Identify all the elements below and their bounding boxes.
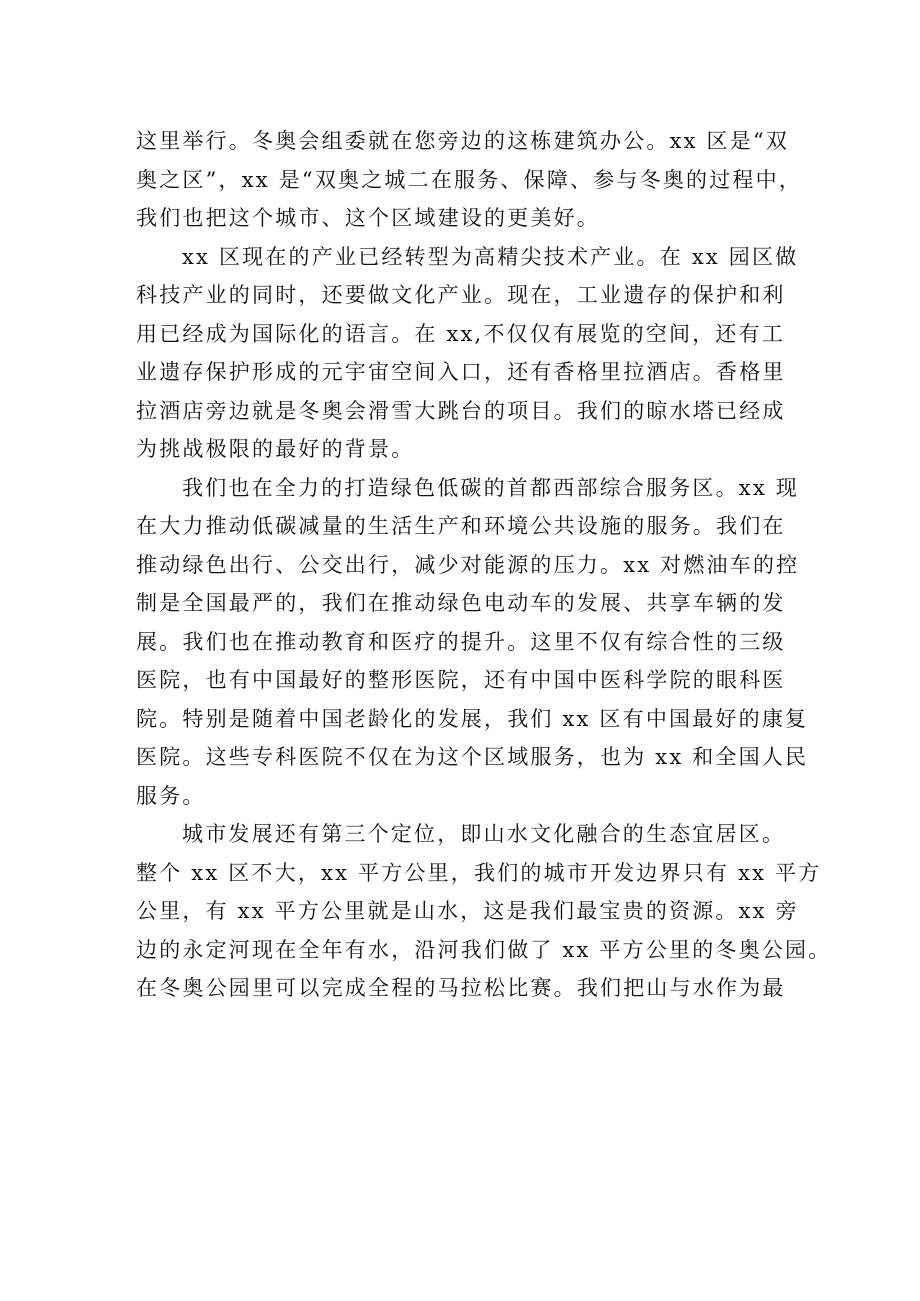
text-line: 推动绿色出行、公交出行，减少对能源的压力。xx 对燃油车的控 xyxy=(136,552,800,577)
text-line: 城市发展还有第三个定位，即山水文化融合的生态宜居区。 xyxy=(182,822,786,846)
text-line: 奥之区”，xx 是“双奥之城二在服务、保障、参与冬奥的过程中， xyxy=(136,167,803,192)
text-line: 在冬奥公园里可以完成全程的马拉松比赛。我们把山与水作为最 xyxy=(136,976,786,1000)
text-line: 拉酒店旁边就是冬奥会滑雪大跳台的项目。我们的晾水塔已经成 xyxy=(136,398,786,423)
paragraph-4 xyxy=(136,815,832,1008)
text-line: 公里，有 xx 平方公里就是山水，这是我们最宝贵的资源。xx 旁 xyxy=(136,899,799,923)
text-line: 边的永定河现在全年有水，沿河我们做了 xx 平方公里的冬奥公园。 xyxy=(136,937,832,962)
document-body xyxy=(136,122,832,1008)
text-line: 我们也在全力的打造绿色低碳的首都西部综合服务区。xx 现 xyxy=(182,475,799,500)
text-line: 医院，也有中国最好的整形医院，还有中国中医科学院的眼科医 xyxy=(136,668,786,692)
text-line: 制是全国最严的，我们在推动绿色电动车的发展、共享车辆的发 xyxy=(136,591,786,615)
text-line: 服务。 xyxy=(136,783,206,808)
text-line: 院。特别是随着中国老龄化的发展，我们 xx 区有中国最好的康复 xyxy=(136,706,809,731)
text-line: 整个 xx 区不大，xx 平方公里，我们的城市开发边界只有 xx 平方 xyxy=(136,860,822,885)
text-line: 这里举行。冬奥会组委就在您旁边的这栋建筑办公。xx 区是“双 xyxy=(136,129,790,153)
text-line: 展。我们也在推动教育和医疗的提升。这里不仅有综合性的三级 xyxy=(136,629,786,654)
text-line: 医院。这些专科医院不仅在为这个区域服务，也为 xx 和全国人民 xyxy=(136,745,809,769)
text-line: 用已经成为国际化的语言。在 xx,不仅仅有展览的空间，还有工 xyxy=(136,321,786,346)
text-line: 业遗存保护形成的元宇宙空间入口，还有香格里拉酒店。香格里 xyxy=(136,360,786,384)
text-line: 为挑战极限的最好的背景。 xyxy=(136,437,415,461)
paragraph-1 xyxy=(136,122,803,238)
paragraph-3 xyxy=(136,469,809,816)
text-line: 在大力推动低碳减量的生活生产和环境公共设施的服务。我们在 xyxy=(136,514,786,538)
text-line: xx 区现在的产业已经转型为高精尖技术产业。在 xx 园区做 xyxy=(182,244,799,269)
paragraph-2 xyxy=(136,238,799,469)
text-line: 我们也把这个城市、这个区域建设的更美好。 xyxy=(136,206,600,230)
text-line: 科技产业的同时，还要做文化产业。现在，工业遗存的保护和利 xyxy=(136,283,786,307)
